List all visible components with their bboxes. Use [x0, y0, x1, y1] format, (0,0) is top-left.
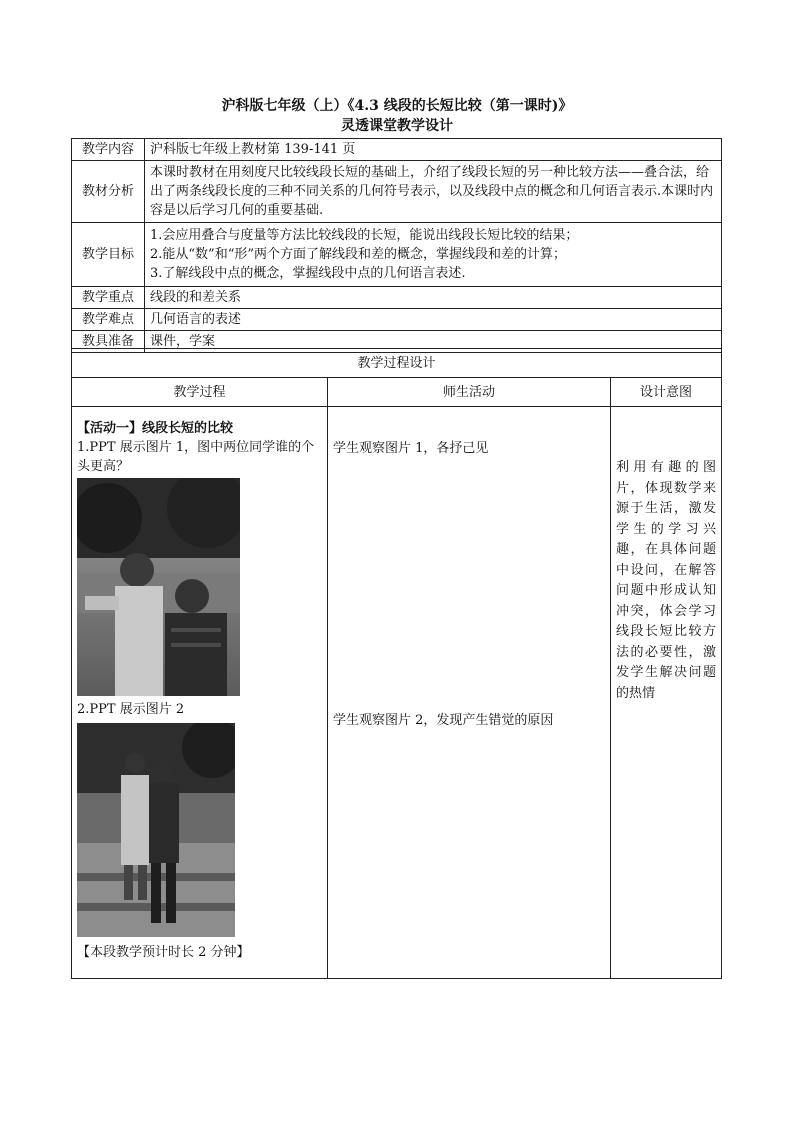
goal-item: 1.会应用叠合与度量等方法比较线段的长短，能说出线段长短比较的结果； — [150, 228, 579, 243]
info-row-key — [72, 287, 722, 309]
teaching-process-table — [71, 348, 722, 979]
col-header-activity: 师生活动 — [328, 378, 611, 407]
item1-text: 1.PPT 展示图片 1，图中两位同学谁的个头更高？ — [77, 440, 315, 474]
design-intent: 利用有趣的图片，体现数学来源于生活，激发学生的学习兴趣，在具体问题中设问，在解答问题中形成认知冲突，体会学习线段长短比较方法的必要性，激发学生解决问题的热情 — [616, 460, 716, 701]
value-goals — [145, 223, 722, 287]
info-row-goals — [72, 223, 722, 287]
value-content: 沪科版七年级上教材第 139-141 页 — [145, 139, 722, 161]
label-analysis: 教材分析 — [72, 161, 145, 223]
students-photo-2 — [77, 723, 235, 937]
process-header-row — [72, 378, 722, 407]
process-banner-row — [72, 349, 722, 378]
student-activity-2: 学生观察图片 2，发现产生错觉的原因 — [333, 713, 554, 728]
students-photo-1 — [77, 478, 240, 696]
goal-item: 3.了解线段中点的概念，掌握线段中点的几何语言表述. — [150, 266, 466, 281]
item2-text: 2.PPT 展示图片 2 — [77, 702, 185, 717]
student-activity-1: 学生观察图片 1，各抒己见 — [333, 441, 489, 456]
col-header-intent: 设计意图 — [611, 378, 722, 407]
info-row-analysis — [72, 161, 722, 223]
label-content: 教学内容 — [72, 139, 145, 161]
value-key: 线段的和差关系 — [145, 287, 722, 309]
label-tools: 教具准备 — [72, 331, 145, 353]
value-tools: 课件，学案 — [145, 331, 722, 353]
document-subtitle: 灵透课堂教学设计 — [341, 118, 453, 134]
value-difficult: 几何语言的表述 — [145, 309, 722, 331]
lesson-info-table — [71, 138, 722, 353]
goal-item: 2.能从“数”和“形”两个方面了解线段和差的概念，掌握线段和差的计算； — [150, 247, 566, 262]
activity-title: 【活动一】线段长短的比较 — [77, 421, 234, 436]
label-key: 教学重点 — [72, 287, 145, 309]
process-cell — [72, 407, 328, 979]
info-row-difficult — [72, 309, 722, 331]
col-header-process: 教学过程 — [72, 378, 328, 407]
document-title: 沪科版七年级（上）《4.3 线段的长短比较（第一课时)》 — [221, 98, 573, 114]
info-row-content — [72, 139, 722, 161]
activity-cell — [328, 407, 611, 979]
duration-note: 【本段教学预计时长 2 分钟】 — [77, 945, 250, 960]
intent-cell — [611, 407, 722, 979]
value-analysis: 本课时教材在用刻度尺比较线段长短的基础上，介绍了线段长短的另一种比较方法——叠合法，给出了两条线段长度的三种不同关系的几何符号表示，以及线段中点的概念和几何语言表示.本课时内容是以后学习几何的重要基础. — [145, 161, 722, 223]
process-banner: 教学过程设计 — [72, 349, 722, 378]
process-body-row — [72, 407, 722, 979]
label-goals: 教学目标 — [72, 223, 145, 287]
label-difficult: 教学难点 — [72, 309, 145, 331]
